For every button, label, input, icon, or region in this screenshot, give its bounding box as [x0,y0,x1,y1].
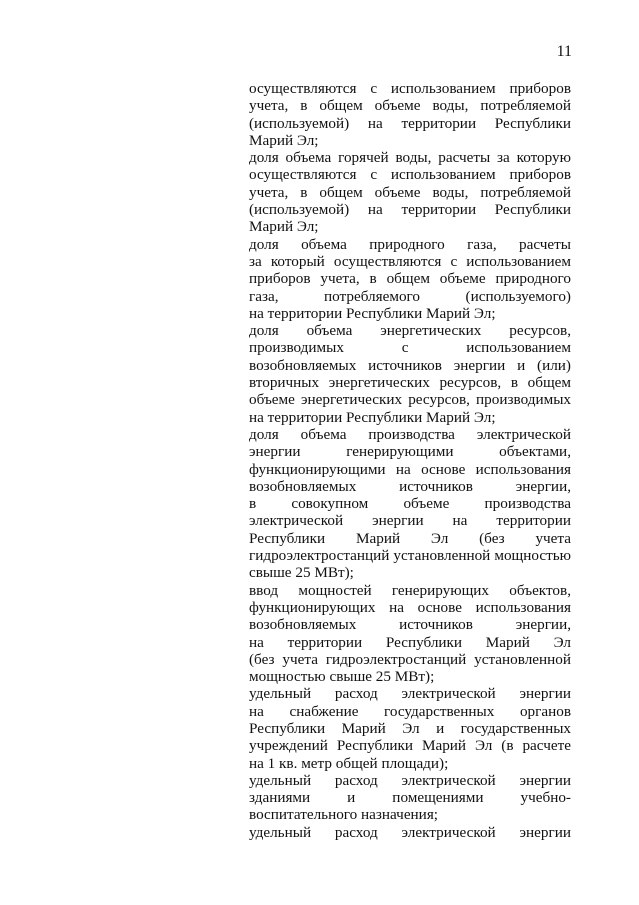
text-line: Марий Эл; [249,131,319,149]
text-line: на территории Республики Марий Эл; [249,304,496,322]
text-line: функционирующих на основе использования [249,598,571,616]
text-line: осуществляются с использованием приборов [249,166,571,184]
text-line: газа, потребляемого (используемого) [249,287,571,305]
text-line: на 1 кв. метр общей площади); [249,754,449,772]
text-line: удельный расход электрической энергии [249,823,571,841]
text-line: на территории Республики Марий Эл [249,633,571,651]
text-line: за который осуществляются с использованием [249,252,571,270]
text-line: на снабжение государственных органов [249,702,571,720]
text-line: объеме энергетических ресурсов, производимых [249,391,571,409]
text-line: Республики Марий Эл (без учета [249,529,571,547]
text-line: электрической энергии на территории [249,512,571,530]
text-line: возобновляемых источников энергии и (или) [249,356,571,374]
text-line: доля объема производства электрической [249,425,571,443]
text-line: учреждений Республики Марий Эл (в расчете [249,737,571,755]
text-line: производимых с использованием [249,339,571,357]
text-line: гидроэлектростанций установленной мощностью [249,547,571,565]
text-line: энергии генерирующими объектами, [249,443,571,461]
text-line: функционирующими на основе использования [249,460,571,478]
text-line: воспитательного назначения; [249,806,439,824]
text-line: доля объема энергетических ресурсов, [249,322,571,340]
text-line: (используемой) на территории Республики [249,114,571,132]
body-text [249,80,571,841]
text-line: свыше 25 МВт); [249,564,354,582]
text-line: (без учета гидроэлектростанций установленной [249,650,571,668]
text-line: в совокупном объеме производства [249,495,571,513]
text-line: учета, в общем объеме воды, потребляемой [249,183,571,201]
text-line: удельный расход электрической энергии [249,685,571,703]
text-line: приборов учета, в общем объеме природного [249,270,571,288]
text-line: (используемой) на территории Республики [249,201,571,219]
text-line: доля объема горячей воды, расчеты за которую [249,149,571,167]
page-number: 11 [556,43,572,60]
text-line: Республики Марий Эл и государственных [249,719,571,737]
text-line: ввод мощностей генерирующих объектов, [249,581,571,599]
text-line: вторичных энергетических ресурсов, в общем [249,374,571,392]
text-line: на территории Республики Марий Эл; [249,408,496,426]
text-line: осуществляются с использованием приборов [249,80,571,97]
text-line: мощностью свыше 25 МВт); [249,668,435,686]
text-line: учета, в общем объеме воды, потребляемой [249,97,571,115]
text-line: Марий Эл; [249,218,319,236]
text-line: удельный расход электрической энергии [249,771,571,789]
text-line: возобновляемых источников энергии, [249,477,571,495]
text-line: доля объема природного газа, расчеты [249,235,571,253]
text-line: возобновляемых источников энергии, [249,616,571,634]
text-line: зданиями и помещениями учебно- [249,789,571,807]
